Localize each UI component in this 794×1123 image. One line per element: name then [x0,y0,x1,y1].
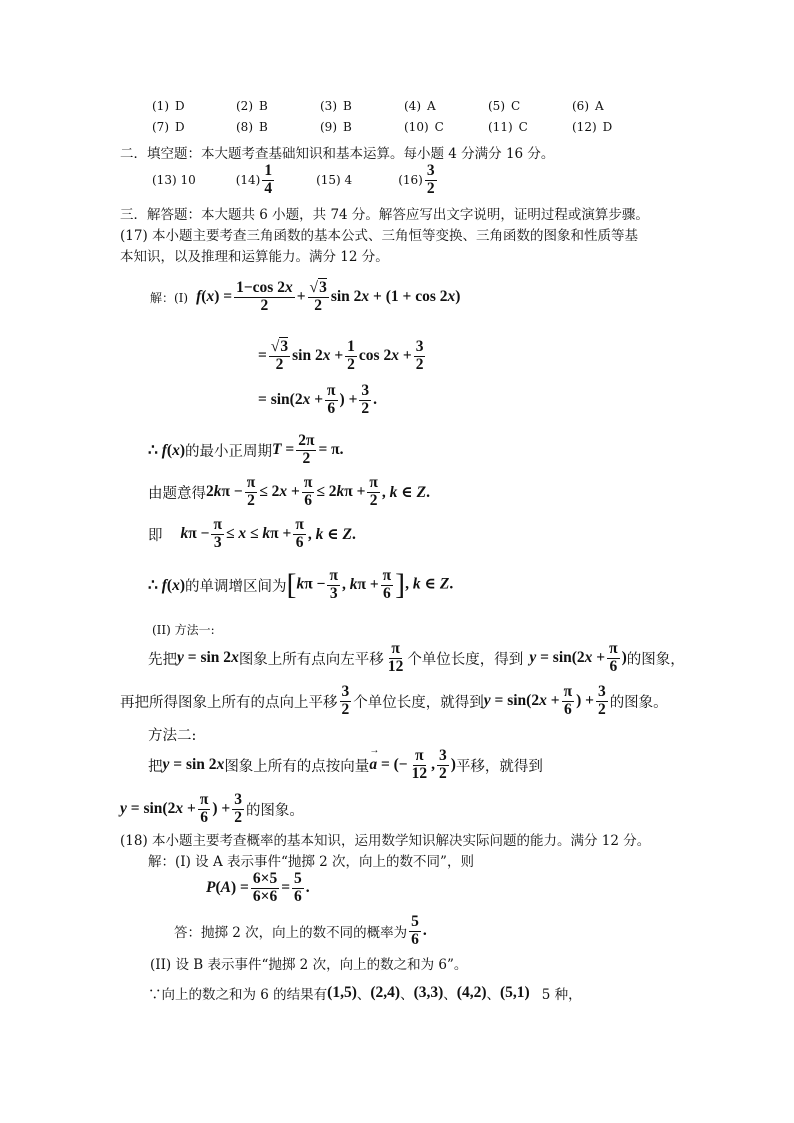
q16-label: (16) [398,173,423,187]
choice-number: (12) [572,120,597,134]
choice-letter: B [343,120,352,134]
q18-intro: (18) 本小题主要考查概率的基本知识，运用数学知识解决实际问题的能力。满分 12 分。 [120,833,651,849]
q14-fraction: $\frac{1}{4}$ [264,162,273,197]
outcome-pair: (1,5) [327,984,357,1001]
choice-number: (7) [152,120,169,134]
choice-number: (6) [572,99,589,113]
pair-separator: 、 [443,987,457,1003]
q17-equation-3: = sin(2x + $\frac{\pi}{6}$ ) + $\frac{3}{2}$ . [258,382,378,417]
outcome-pair: (4,2) [456,984,487,1001]
choice-answer-2 [236,99,268,113]
q16-fraction: $\frac{3}{2}$ [426,162,435,197]
q18-answer-line: 答：抛掷 2 次，向上的数不同的概率为 $\frac{5}{6}$ . [174,913,427,948]
q17-part2-label: (II) 方法一: [152,623,215,637]
choice-number: (9) [320,120,337,134]
q17-period-line: ∴ f(x) 的最小正周期 T = $\frac{2\pi}{2}$ = π. [148,432,344,467]
q17-method1-line2: 再把所得图象上所有的点向上平移 $\frac{3}{2}$ 个单位长度，就得到 y = sin(2x + $\frac{\pi}{6}$ ) + $\frac{3}{2}$ 的图象。 [120,683,668,718]
choice-answer-7 [152,120,185,134]
choice-answer-5 [488,99,520,113]
pair-separator: 、 [486,987,500,1003]
choice-answer-9 [320,120,352,134]
choice-letter: D [175,120,185,134]
choice-letter: D [175,99,185,113]
q17-condition-line: 由题意得 2kπ − $\frac{\pi}{2}$ ≤ 2x + $\frac{\pi}{6}$ ≤ 2kπ + $\frac{\pi}{2}$ , k ∈ Z. [148,474,430,509]
choice-answer-8 [236,120,268,134]
q18-pairs [327,983,530,1003]
outcome-pair: (5,1) [499,984,530,1001]
q17-equation-2: = $\frac{√3}{2}$ sin 2x + $\frac{1}{2}$ cos 2x + $\frac{3}{2}$ [258,338,424,373]
choice-number: (4) [404,99,421,113]
choice-number: (5) [488,99,505,113]
choice-number: (10) [404,120,429,134]
q17-intro-line1: (17) 本小题主要考查三角函数的基本公式、三角恒等变换、三角函数的图象和性质等基 [120,228,639,244]
pair-separator: 、 [356,987,371,1003]
choice-letter: A [595,99,604,113]
q17-intro-line2: 本知识，以及推理和运算能力。满分 12 分。 [120,249,389,265]
q17-ji-line: 即 kπ − $\frac{\pi}{3}$ ≤ x ≤ kπ + $\frac{\pi}{6}$ , k ∈ Z. [148,516,356,551]
q17-method1-line1: 先把 y = sin 2x 图象上所有点向左平移 $\frac{\pi}{12}$ 个单位长度，得到 y = sin(2x + $\frac{\pi}{6}$ ) 的图象， [148,640,685,675]
q18-part2: (II) 设 B 表示事件“抛掷 2 次，向上的数之和为 6”。 [150,957,468,973]
choice-letter: C [511,99,521,113]
q17-method2-line2: y = sin(2x + $\frac{\pi}{6}$ ) + $\frac{3}{2}$ 的图象。 [120,791,304,826]
choice-number: (2) [236,99,253,113]
choice-number: (8) [236,120,253,134]
choice-letter: B [259,99,268,113]
q17-method2-line1: 把 y = sin 2x 图象上所有的点按向量 → a = (− $\frac{\pi}{12}$ , $\frac{3}{2}$ ) 平移，就得到 [148,744,543,786]
choice-answer-10 [404,120,444,134]
pair-separator: 、 [400,987,414,1003]
q17-equation-1: 解：(I) f(x) = $\frac{1-\cos 2x}{2}$ + $\frac{√3}{2}$ sin 2x + (1 + cos 2x) [150,279,461,314]
q17-method2-label: 方法二: [148,728,197,744]
outcome-pair: (2,4) [370,984,401,1001]
choice-number: (3) [320,99,337,113]
choice-answer-3 [320,99,352,113]
choice-letter: C [518,120,528,134]
choice-answer-12 [572,120,612,134]
q18-part1: 解：(I) 设 A 表示事件“抛掷 2 次，向上的数不同”，则 [148,854,474,870]
choice-number: (1) [152,99,169,113]
choice-answer-4 [404,99,436,113]
section3-heading: 三．解答题：本大题共 6 小题，共 74 分。解答应写出文字说明，证明过程或演算步骤。 [120,207,649,223]
choice-answer-6 [572,99,604,113]
outcome-pair: (3,3) [413,984,444,1001]
choice-letter: A [427,99,436,113]
q17-increasing-line: ∴ f(x) 的单调增区间为 [kπ − $\frac{\pi}{3}$ , kπ + $\frac{\pi}{6}$ ], k ∈ Z. [148,567,454,602]
choice-letter: B [259,120,268,134]
section2-heading: 二．填空题：本大题考查基础知识和基本运算。每小题 4 分满分 16 分。 [120,146,555,162]
fill-blank-answers [152,160,439,200]
choice-answer-11 [488,120,528,134]
choice-answer-1 [152,99,185,113]
q18-probability-eq: P(A) = $\frac{6\times 5}{6\times 6}$ = $\frac{5}{6}$ . [206,870,310,905]
choice-number: (11) [488,120,513,134]
choice-letter: C [434,120,444,134]
q18-outcomes-line: ∵向上的数之和为 6 的结果有 (1,5) 、 (2,4) 、 (3,3) 、 (4,2) 、 (5,1) 5 种， [148,984,582,1003]
choice-letter: B [343,99,352,113]
q14-label: (14) [235,173,261,187]
q15-answer: (15) 4 [316,173,353,187]
q13-answer: (13) 10 [152,173,196,187]
choice-letter: D [602,120,613,134]
